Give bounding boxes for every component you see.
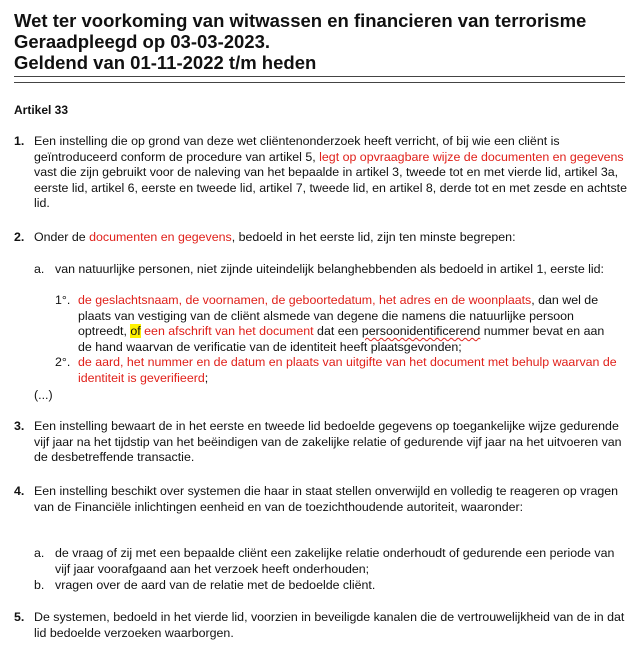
spelling-marked-word: persoonidentificerend	[361, 324, 481, 338]
item-1-text-d: nummer bevat en aan de hand waarvan de verificatie van de identiteit heeft plaatsgevonden;	[78, 324, 605, 354]
item-1-text-c: dat een	[313, 324, 362, 338]
paragraph-3: Een instelling bewaart de in het eerste en tweede lid bedoelde gegevens op toegankelijke wijze gedurende vijf jaar na het tijdstip van het beëindigen van de zakelijke relatie of gedurende vijf jaar na het uitvoeren van de desbetreffende transactie.	[34, 419, 622, 464]
paragraph-2	[34, 230, 630, 246]
paragraph-5-number: 5.	[14, 610, 25, 624]
paragraph-4-a-text: de vraag of zij met een bepaalde cliënt een zakelijke relatie onderhoudt of gedurende een periode van vijf jaar voorafgaand aan het verzoek heeft onderhouden;	[55, 546, 615, 576]
item-2-label: 2°.	[55, 355, 71, 369]
item-1-highlighted-of: of	[130, 324, 141, 338]
item-1-text-b: , dan wel de plaats van vestiging van de cliënt alsmede van degene die namens die natuurlijke persoon optreedt,	[78, 293, 599, 338]
paragraph-4: Een instelling beschikt over systemen die haar in staat stellen onverwijld en volledig te reageren op vragen van de Financiële inlichtingen eenheid en van de toezichthoudende autoriteit, waaronder:	[34, 484, 619, 514]
law-title: Wet ter voorkoming van witwassen en financieren van terrorisme	[14, 10, 587, 31]
paragraph-1-text-a: Een instelling die op grond van deze wet cliëntenonderzoek heeft verricht, of bij wie een cliënt is geïntroduceerd conform de procedure van artikel 5,	[34, 134, 560, 164]
item-1-text	[78, 293, 618, 355]
paragraph-3-number: 3.	[14, 419, 25, 433]
paragraph-1-number: 1.	[14, 134, 25, 148]
paragraph-2-number: 2.	[14, 230, 25, 244]
item-2-highlight: de aard, het nummer en de datum en plaats van uitgifte van het document met behulp waarvan de identiteit is geverifieerd	[78, 355, 617, 385]
document-title	[14, 10, 629, 73]
paragraph-1-text-c: vast die zijn gebruikt voor de naleving van het bepaalde in artikel 3, tweede tot en met vierde lid, artikel 3a, eerste lid, artikel 6, eerste en tweede lid, artikel 7, tweede lid, en artikel 8, derde tot en met zesde en achtste lid.	[34, 165, 628, 210]
header-rule-bottom	[14, 82, 625, 83]
paragraph-4-number: 4.	[14, 484, 25, 498]
item-1-highlight: de geslachtsnaam, de voornamen, de geboortedatum, het adres en de woonplaats	[78, 293, 532, 307]
consulted-date: Geraadpleegd op 03-03-2023.	[14, 31, 271, 52]
omission-ellipsis: (...)	[34, 388, 53, 402]
paragraph-1	[34, 134, 630, 212]
sub-a-text: van natuurlijke personen, niet zijnde uiteindelijk belanghebbenden als bedoeld in artikel 1, eerste lid:	[55, 262, 604, 276]
item-1-label: 1°.	[55, 293, 71, 307]
paragraph-2-text-a: Onder de	[34, 230, 90, 244]
header-rule-top	[14, 76, 625, 77]
paragraph-2-text-c: , bedoeld in het eerste lid, zijn ten minste begrepen:	[231, 230, 516, 244]
sub-a-label: a.	[34, 262, 45, 276]
paragraph-1-highlight: legt op opvraagbare wijze de documenten en gegevens	[319, 149, 624, 164]
article-heading: Artikel 33	[14, 103, 69, 117]
paragraph-2-highlight: documenten en gegevens	[89, 230, 232, 244]
validity-period: Geldend van 01-11-2022 t/m heden	[14, 52, 317, 73]
paragraph-4-a-label: a.	[34, 546, 45, 560]
paragraph-5: De systemen, bedoeld in het vierde lid, voorzien in beveiligde kanalen die de vertrouwelijkheid van de in dat lid bedoelde verzoeken waarborgen.	[34, 610, 625, 640]
paragraph-4-b-label: b.	[34, 578, 45, 592]
item-1-highlight-2: een afschrift van het document	[144, 324, 314, 338]
item-2-text: de aard, het nummer en de datum en plaats van uitgifte van het document met behulp waarvan de identiteit is geverifieerd;	[78, 355, 617, 385]
paragraph-4-b-text: vragen over de aard van de relatie met de bedoelde cliënt.	[55, 578, 376, 592]
